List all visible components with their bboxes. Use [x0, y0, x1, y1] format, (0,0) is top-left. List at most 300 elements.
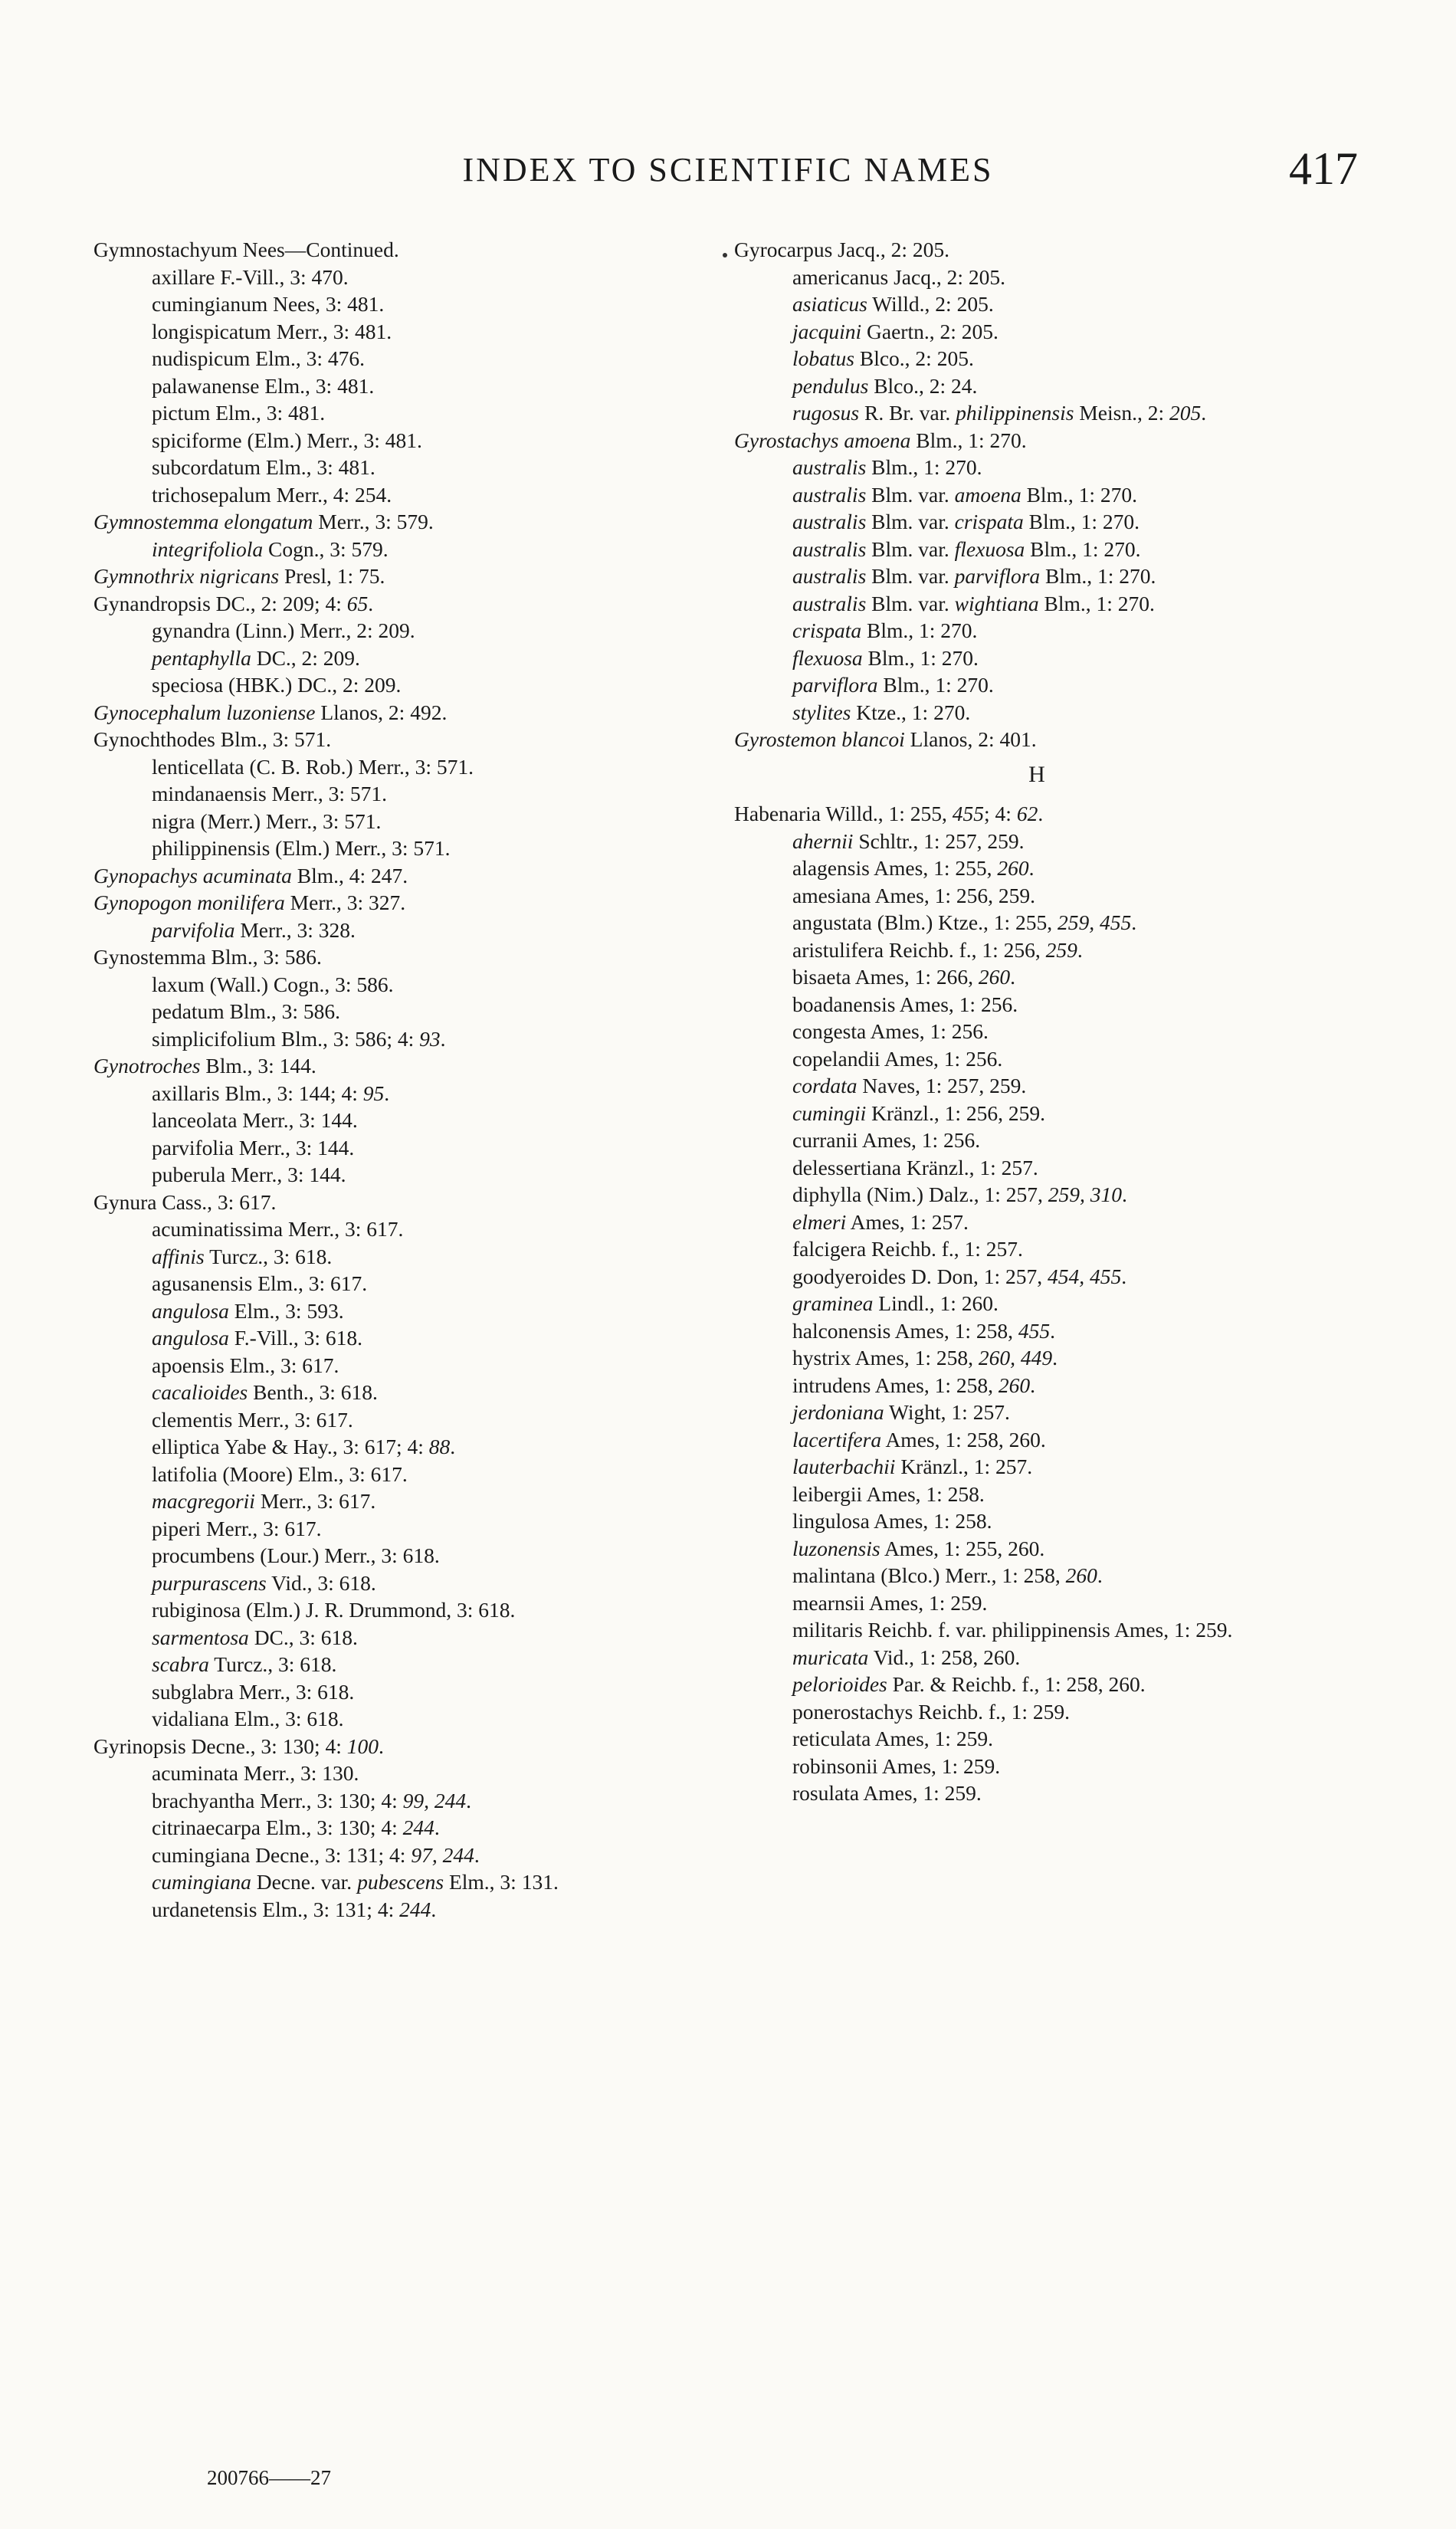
- right-index-column: [734, 236, 1340, 1807]
- entry-text: piperi Merr., 3: 617.: [152, 1516, 322, 1540]
- entry-text: 259: [1045, 937, 1077, 962]
- entry-text: Merr., 3: 617.: [254, 1489, 376, 1513]
- entry-text: asiaticus: [792, 292, 867, 316]
- entry-text: mearnsii Ames, 1: 259.: [792, 1590, 988, 1615]
- index-subentry: [734, 1426, 1340, 1454]
- entry-text: DC., 2: 209.: [251, 645, 360, 670]
- index-subentry: [93, 645, 699, 672]
- entry-text: 260: [998, 1373, 1031, 1397]
- entry-text: .: [431, 1897, 437, 1921]
- index-subentry: [93, 536, 699, 563]
- entry-text: aristulifera Reichb. f., 1: 256,: [792, 937, 1046, 962]
- index-subentry: [734, 1263, 1340, 1291]
- entry-text: Blm., 1: 270.: [1040, 564, 1156, 588]
- index-subentry: [734, 508, 1340, 536]
- index-subentry: [93, 1868, 699, 1896]
- entry-text: Cogn., 3: 579.: [263, 536, 389, 561]
- index-subentry: [734, 645, 1340, 672]
- entry-text: .: [1201, 401, 1207, 425]
- index-subentry: [93, 1814, 699, 1842]
- entry-text: crispata: [954, 510, 1024, 533]
- entry-text: Blm. var.: [866, 591, 955, 615]
- entry-text: australis: [792, 482, 867, 507]
- index-subentry: [93, 971, 699, 999]
- entry-text: sarmentosa: [152, 1625, 249, 1649]
- entry-text: lingulosa Ames, 1: 258.: [792, 1509, 992, 1533]
- entry-text: lauterbachii: [792, 1455, 896, 1478]
- index-subentry: [734, 481, 1340, 509]
- index-subentry: [734, 1481, 1340, 1508]
- index-subentry: [734, 617, 1340, 645]
- index-entry: [93, 1052, 699, 1080]
- index-subentry: [734, 1753, 1340, 1780]
- index-subentry: [93, 1243, 699, 1271]
- entry-text: Meisn., 2:: [1074, 401, 1169, 425]
- index-subentry: [93, 998, 699, 1025]
- entry-text: pubescens: [357, 1870, 444, 1894]
- entry-text: Decne. var.: [251, 1870, 358, 1894]
- index-subentry: [93, 1406, 699, 1434]
- entry-text: Lindl., 1: 260.: [873, 1291, 999, 1315]
- index-entry: [93, 943, 699, 971]
- entry-text: pictum Elm., 3: 481.: [152, 401, 326, 425]
- index-subentry: [734, 1535, 1340, 1563]
- index-subentry: [734, 1616, 1340, 1644]
- entry-text: .: [1028, 856, 1035, 880]
- entry-text: Blm. var.: [866, 536, 955, 561]
- index-subentry: [93, 1107, 699, 1134]
- entry-text: Gynopachys acuminata: [93, 863, 292, 887]
- entry-text: Gymnostachyum Nees—Continued.: [93, 238, 399, 261]
- index-subentry: [734, 1045, 1340, 1073]
- index-subentry: [93, 345, 699, 372]
- index-entry: [93, 699, 699, 727]
- entry-text: parviflora: [954, 564, 1041, 588]
- entry-text: Wight, 1: 257.: [884, 1400, 1010, 1424]
- entry-text: brachyantha Merr., 3: 130; 4:: [152, 1788, 403, 1812]
- entry-text: Blm., 1: 270.: [862, 645, 979, 670]
- entry-text: jacquini: [792, 319, 862, 343]
- entry-text: parviflora: [792, 673, 878, 697]
- entry-text: cumingiana Decne., 3: 131; 4:: [152, 1842, 412, 1867]
- index-subentry: [734, 399, 1340, 427]
- index-subentry: [93, 1624, 699, 1652]
- index-subentry: [93, 1760, 699, 1787]
- index-entry: [93, 889, 699, 917]
- index-subentry: [734, 1127, 1340, 1154]
- index-subentry: [734, 1725, 1340, 1753]
- entry-text: Ktze., 1: 270.: [851, 700, 971, 724]
- entry-text: rubiginosa (Elm.) J. R. Drummond, 3: 618.: [152, 1598, 516, 1622]
- column-marker-dot: [723, 253, 727, 257]
- entry-text: ponerostachys Reichb. f., 1: 259.: [792, 1699, 1071, 1724]
- entry-text: Blm., 1: 270.: [1038, 591, 1155, 615]
- entry-text: amoena: [954, 482, 1021, 507]
- entry-text: nudispicum Elm., 3: 476.: [152, 346, 366, 370]
- entry-text: apoensis Elm., 3: 617.: [152, 1353, 339, 1377]
- entry-text: graminea: [792, 1291, 874, 1315]
- entry-text: lobatus: [792, 346, 854, 370]
- entry-text: congesta Ames, 1: 256.: [792, 1019, 989, 1043]
- entry-text: Merr., 3: 328.: [234, 917, 356, 942]
- entry-text: Blm., 1: 270.: [861, 618, 978, 642]
- index-entry: [93, 590, 699, 618]
- entry-text: .: [384, 1081, 390, 1105]
- entry-text: australis: [792, 591, 867, 615]
- index-subentry: [93, 780, 699, 808]
- entry-text: purpurascens: [152, 1570, 267, 1595]
- running-header: INDEX TO SCIENTIFIC NAMES: [462, 151, 994, 189]
- entry-text: Blm., 1: 270.: [866, 455, 982, 479]
- index-subentry: [93, 617, 699, 645]
- entry-text: diphylla (Nim.) Dalz., 1: 257,: [792, 1182, 1048, 1206]
- index-subentry: [93, 1651, 699, 1678]
- entry-text: procumbens (Lour.) Merr., 3: 618.: [152, 1543, 440, 1567]
- index-subentry: [734, 1181, 1340, 1209]
- index-entry: [93, 862, 699, 890]
- index-subentry: [734, 963, 1340, 991]
- index-subentry: [93, 1596, 699, 1624]
- entry-text: palawanense Elm., 3: 481.: [152, 373, 375, 398]
- entry-text: 260: [978, 965, 1011, 989]
- entry-text: 205: [1169, 401, 1202, 425]
- index-subentry: [93, 1896, 699, 1924]
- index-subentry: [734, 1779, 1340, 1807]
- entry-text: alagensis Ames, 1: 255,: [792, 856, 998, 880]
- index-subentry: [93, 1379, 699, 1406]
- entry-text: 260: [997, 856, 1029, 880]
- entry-text: Vid., 3: 618.: [266, 1570, 376, 1595]
- entry-text: latifolia (Moore) Elm., 3: 617.: [152, 1461, 408, 1486]
- entry-text: 260, 449: [978, 1346, 1053, 1369]
- entry-text: Presl, 1: 75.: [279, 564, 385, 588]
- entry-text: angulosa: [152, 1326, 229, 1350]
- entry-text: citrinaecarpa Elm., 3: 130; 4:: [152, 1816, 403, 1839]
- entry-text: Gaertn., 2: 205.: [861, 319, 999, 343]
- index-subentry: [734, 1344, 1340, 1372]
- index-subentry: [734, 318, 1340, 346]
- entry-text: australis: [792, 536, 867, 561]
- index-subentry: [734, 345, 1340, 372]
- entry-text: longispicatum Merr., 3: 481.: [152, 319, 392, 343]
- entry-text: ; 4:: [984, 802, 1017, 825]
- index-subentry: [734, 563, 1340, 590]
- entry-text: .: [434, 1816, 440, 1839]
- printer-signature: 200766——27: [207, 2466, 331, 2489]
- entry-text: integrifoliola: [152, 536, 264, 561]
- entry-text: Ames, 1: 258, 260.: [881, 1427, 1046, 1451]
- entry-text: 244: [399, 1897, 431, 1921]
- entry-text: leibergii Ames, 1: 258.: [792, 1481, 985, 1506]
- entry-text: .: [1121, 1264, 1127, 1288]
- entry-text: militaris Reichb. f. var. philippinensis Ames, 1: 259.: [792, 1618, 1233, 1642]
- entry-text: Gyrostachys amoena: [734, 428, 911, 452]
- entry-text: acuminatissima Merr., 3: 617.: [152, 1217, 404, 1241]
- index-subentry: [734, 590, 1340, 618]
- index-subentry: [734, 1018, 1340, 1045]
- entry-text: hystrix Ames, 1: 258,: [792, 1346, 979, 1369]
- index-subentry: [93, 808, 699, 835]
- index-subentry: [93, 753, 699, 781]
- entry-text: delessertiana Kränzl., 1: 257.: [792, 1155, 1038, 1179]
- index-subentry: [93, 1705, 699, 1733]
- entry-text: Blm., 1: 270.: [1025, 536, 1141, 561]
- index-entry: [93, 1189, 699, 1216]
- index-subentry: [734, 1698, 1340, 1726]
- entry-text: Gymnothrix nigricans: [93, 564, 280, 588]
- entry-text: vidaliana Elm., 3: 618.: [152, 1707, 344, 1730]
- entry-text: boadanensis Ames, 1: 256.: [792, 992, 1018, 1016]
- entry-text: mindanaensis Merr., 3: 571.: [152, 782, 388, 805]
- index-subentry: [93, 1324, 699, 1352]
- index-subentry: [93, 1215, 699, 1243]
- entry-text: curranii Ames, 1: 256.: [792, 1128, 981, 1152]
- entry-text: .: [440, 1026, 446, 1051]
- entry-text: agusanensis Elm., 3: 617.: [152, 1271, 368, 1295]
- entry-text: parvifolia Merr., 3: 144.: [152, 1135, 355, 1160]
- entry-text: amesiana Ames, 1: 256, 259.: [792, 883, 1035, 907]
- index-subentry: [734, 1317, 1340, 1345]
- entry-text: .: [1122, 1182, 1127, 1206]
- index-subentry: [734, 1072, 1340, 1100]
- entry-text: lacertifera: [792, 1427, 882, 1451]
- index-subentry: [734, 1290, 1340, 1317]
- entry-text: Blm., 1: 270.: [910, 428, 1027, 452]
- entry-text: luzonensis: [792, 1536, 880, 1560]
- entry-text: 100: [346, 1734, 379, 1758]
- entry-text: elmeri: [792, 1209, 847, 1234]
- entry-text: philippinensis (Elm.) Merr., 3: 571.: [152, 836, 451, 860]
- index-subentry: [734, 1589, 1340, 1617]
- entry-text: Schltr., 1: 257, 259.: [853, 828, 1025, 853]
- entry-text: Blm. var.: [866, 564, 955, 588]
- index-subentry: [734, 1100, 1340, 1127]
- index-subentry: [734, 1644, 1340, 1671]
- entry-text: axillaris Blm., 3: 144; 4:: [152, 1081, 363, 1105]
- entry-text: australis: [792, 510, 867, 533]
- entry-text: australis: [792, 455, 867, 479]
- entry-text: 455: [952, 802, 985, 825]
- entry-text: cumingianum Nees, 3: 481.: [152, 292, 385, 316]
- index-subentry: [734, 1671, 1340, 1698]
- entry-text: .: [1052, 1346, 1058, 1369]
- entry-text: gynandra (Linn.) Merr., 2: 209.: [152, 618, 415, 642]
- index-subentry: [734, 828, 1340, 855]
- entry-text: cumingii: [792, 1100, 867, 1125]
- entry-text: R. Br. var.: [859, 401, 956, 425]
- entry-text: subcordatum Elm., 3: 481.: [152, 455, 375, 479]
- index-subentry: [93, 835, 699, 862]
- entry-text: 99, 244: [402, 1788, 467, 1812]
- entry-text: Gymnostemma elongatum: [93, 510, 313, 533]
- entry-text: Turcz., 3: 618.: [204, 1244, 333, 1268]
- entry-text: pentaphylla: [152, 645, 251, 670]
- entry-text: macgregorii: [152, 1489, 255, 1513]
- entry-text: 259, 310: [1048, 1182, 1123, 1206]
- index-subentry: [734, 372, 1340, 400]
- entry-text: 260: [1065, 1563, 1097, 1587]
- entry-text: .: [1097, 1563, 1103, 1587]
- index-subentry: [93, 454, 699, 481]
- entry-text: cumingiana: [152, 1870, 251, 1894]
- index-subentry: [734, 909, 1340, 936]
- entry-text: axillare F.-Vill., 3: 470.: [152, 264, 349, 289]
- index-subentry: [734, 264, 1340, 291]
- entry-text: 259, 455: [1057, 910, 1132, 934]
- index-subentry: [734, 882, 1340, 910]
- entry-text: acuminata Merr., 3: 130.: [152, 1761, 359, 1785]
- entry-text: pelorioides: [792, 1672, 887, 1696]
- entry-text: .: [368, 591, 374, 615]
- index-entry: [93, 508, 699, 536]
- entry-text: cacalioides: [152, 1380, 248, 1404]
- entry-text: angulosa: [152, 1298, 229, 1323]
- index-entry: [734, 726, 1340, 753]
- entry-text: .: [1010, 965, 1016, 989]
- index-subentry: [93, 290, 699, 318]
- entry-text: Blco., 2: 24.: [868, 373, 978, 398]
- entry-text: Blm., 1: 270.: [877, 673, 994, 697]
- left-index-column: [93, 236, 699, 1923]
- entry-text: Blm., 4: 247.: [291, 863, 408, 887]
- entry-text: Gynura Cass., 3: 617.: [93, 1189, 277, 1214]
- entry-text: jerdoniana: [792, 1400, 884, 1424]
- entry-text: .: [1038, 802, 1044, 825]
- index-subentry: [734, 1235, 1340, 1263]
- index-subentry: [93, 427, 699, 454]
- index-subentry: [93, 399, 699, 427]
- entry-text: trichosepalum Merr., 4: 254.: [152, 482, 392, 507]
- page-number: 417: [1289, 143, 1358, 194]
- entry-text: cordata: [792, 1074, 858, 1097]
- entry-text: simplicifolium Blm., 3: 586; 4:: [152, 1026, 420, 1051]
- entry-text: elliptica Yabe & Hay., 3: 617; 4:: [152, 1435, 429, 1458]
- index-subentry: [93, 1842, 699, 1869]
- entry-text: F.-Vill., 3: 618.: [228, 1326, 362, 1350]
- entry-text: pendulus: [792, 373, 869, 398]
- index-subentry: [734, 290, 1340, 318]
- entry-text: .: [1050, 1318, 1055, 1343]
- entry-text: Llanos, 2: 492.: [315, 700, 448, 724]
- entry-text: 88: [428, 1435, 451, 1458]
- entry-text: Turcz., 3: 618.: [208, 1652, 337, 1676]
- index-subentry: [734, 671, 1340, 699]
- entry-text: stylites: [792, 700, 851, 724]
- index-entry: [93, 726, 699, 753]
- entry-text: americanus Jacq., 2: 205.: [792, 264, 1005, 289]
- index-subentry: [734, 1209, 1340, 1236]
- entry-text: Elm., 3: 131.: [444, 1870, 559, 1894]
- entry-text: muricata: [792, 1645, 869, 1669]
- entry-text: .: [1077, 937, 1083, 962]
- entry-text: puberula Merr., 3: 144.: [152, 1163, 346, 1186]
- entry-text: urdanetensis Elm., 3: 131; 4:: [152, 1897, 400, 1921]
- index-subentry: [93, 1025, 699, 1053]
- entry-text: parvifolia: [152, 917, 235, 942]
- entry-text: .: [378, 1734, 384, 1758]
- entry-text: .: [1030, 1373, 1036, 1397]
- entry-text: Blm. var.: [866, 510, 955, 533]
- index-subentry: [93, 1461, 699, 1488]
- index-subentry: [93, 1433, 699, 1461]
- entry-text: 97, 244: [411, 1842, 474, 1867]
- entry-text: ahernii: [792, 828, 854, 853]
- entry-text: Habenaria Willd., 1: 255,: [734, 802, 953, 825]
- index-subentry: [734, 536, 1340, 563]
- index-subentry: [93, 1270, 699, 1297]
- entry-text: Gynochthodes Blm., 3: 571.: [93, 727, 332, 751]
- entry-text: Gyrocarpus Jacq., 2: 205.: [734, 238, 950, 261]
- entry-text: subglabra Merr., 3: 618.: [152, 1679, 355, 1704]
- index-subentry: [93, 1488, 699, 1515]
- entry-text: speciosa (HBK.) DC., 2: 209.: [152, 673, 402, 697]
- entry-text: scabra: [152, 1652, 209, 1676]
- index-subentry: [93, 264, 699, 291]
- entry-text: .: [474, 1842, 480, 1867]
- index-subentry: [734, 991, 1340, 1018]
- entry-text: Blm., 1: 270.: [1023, 510, 1140, 533]
- entry-text: 65: [346, 591, 369, 615]
- entry-text: 244: [402, 1816, 435, 1839]
- index-subentry: [734, 1399, 1340, 1426]
- index-subentry: [734, 936, 1340, 964]
- entry-text: Merr., 3: 327.: [284, 891, 406, 914]
- entry-text: Gynotroches: [93, 1054, 201, 1078]
- index-subentry: [734, 1453, 1340, 1481]
- entry-text: Blm., 3: 144.: [200, 1054, 316, 1078]
- index-subentry: [734, 1562, 1340, 1589]
- index-subentry: [93, 318, 699, 346]
- entry-text: wightiana: [954, 591, 1039, 615]
- entry-text: Merr., 3: 579.: [313, 510, 434, 533]
- entry-text: pedatum Blm., 3: 586.: [152, 999, 340, 1023]
- index-entry: [734, 800, 1340, 828]
- entry-text: philippinensis: [956, 401, 1074, 425]
- entry-text: clementis Merr., 3: 617.: [152, 1407, 353, 1432]
- entry-text: Vid., 1: 258, 260.: [868, 1645, 1021, 1669]
- entry-text: rugosus: [792, 401, 860, 425]
- entry-text: goodyeroides D. Don, 1: 257,: [792, 1264, 1048, 1288]
- entry-text: 95: [362, 1081, 385, 1105]
- entry-text: Gynostemma Blm., 3: 586.: [93, 945, 322, 969]
- entry-text: angustata (Blm.) Ktze., 1: 255,: [792, 910, 1058, 934]
- entry-text: nigra (Merr.) Merr., 3: 571.: [152, 809, 382, 833]
- index-subentry: [93, 1080, 699, 1107]
- entry-text: lanceolata Merr., 3: 144.: [152, 1108, 358, 1132]
- entry-text: Gynocephalum luzoniense: [93, 700, 316, 724]
- index-subentry: [93, 1515, 699, 1543]
- entry-text: Elm., 3: 593.: [228, 1298, 344, 1323]
- entry-text: .: [450, 1435, 456, 1458]
- index-entry: [93, 563, 699, 590]
- entry-text: 93: [419, 1026, 441, 1051]
- index-subentry: [734, 699, 1340, 727]
- entry-text: lenticellata (C. B. Rob.) Merr., 3: 571.: [152, 754, 474, 779]
- entry-text: copelandii Ames, 1: 256.: [792, 1046, 1003, 1071]
- index-entry: [734, 236, 1340, 264]
- entry-text: Ames, 1: 255, 260.: [880, 1536, 1045, 1560]
- index-subentry: [93, 671, 699, 699]
- index-entry: [93, 1733, 699, 1760]
- index-subentry: [93, 481, 699, 509]
- entry-text: robinsonii Ames, 1: 259.: [792, 1753, 1001, 1778]
- entry-text: Willd., 2: 205.: [867, 292, 994, 316]
- index-subentry: [93, 1678, 699, 1706]
- index-subentry: [93, 1542, 699, 1570]
- entry-text: bisaeta Ames, 1: 266,: [792, 965, 979, 989]
- entry-text: Gyrostemon blancoi: [734, 727, 905, 751]
- entry-text: falcigera Reichb. f., 1: 257.: [792, 1237, 1023, 1261]
